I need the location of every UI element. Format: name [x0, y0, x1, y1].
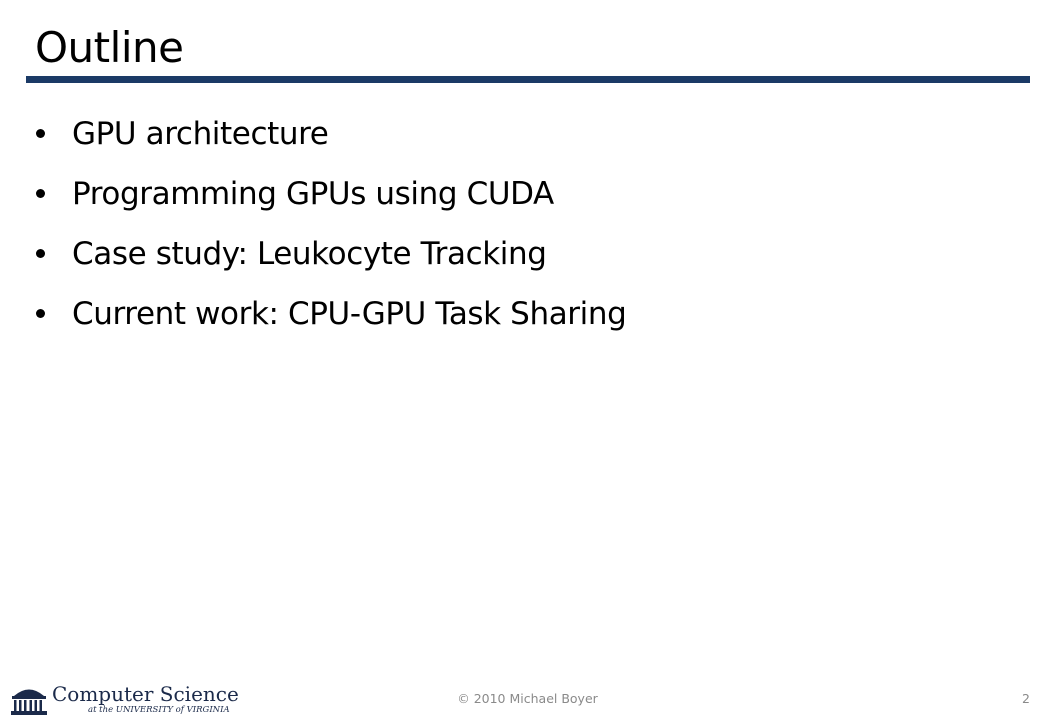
bullet-text: Current work: CPU-GPU Task Sharing: [72, 296, 627, 332]
rotunda-building-icon: [10, 684, 48, 716]
footer-copyright: © 2010 Michael Boyer: [457, 691, 598, 706]
slide-title: Outline: [35, 23, 184, 72]
bullet-item: [36, 164, 626, 224]
bullet-dot-icon: [36, 309, 45, 318]
logo-title: Computer Science: [52, 682, 239, 706]
bullet-text: Case study: Leukocyte Tracking: [72, 236, 547, 272]
bullet-item: [36, 104, 626, 164]
logo-subtitle: at the UNIVERSITY of VIRGINIA: [88, 705, 230, 715]
title-divider: [26, 76, 1030, 83]
bullet-dot-icon: [36, 189, 45, 198]
bullet-text: Programming GPUs using CUDA: [72, 176, 554, 212]
bullet-item: [36, 284, 626, 344]
bullet-list: [36, 104, 626, 344]
department-logo: [10, 682, 240, 718]
bullet-text: GPU architecture: [72, 116, 329, 152]
page-number: 2: [1022, 691, 1030, 706]
bullet-dot-icon: [36, 129, 45, 138]
bullet-dot-icon: [36, 249, 45, 258]
bullet-item: [36, 224, 626, 284]
